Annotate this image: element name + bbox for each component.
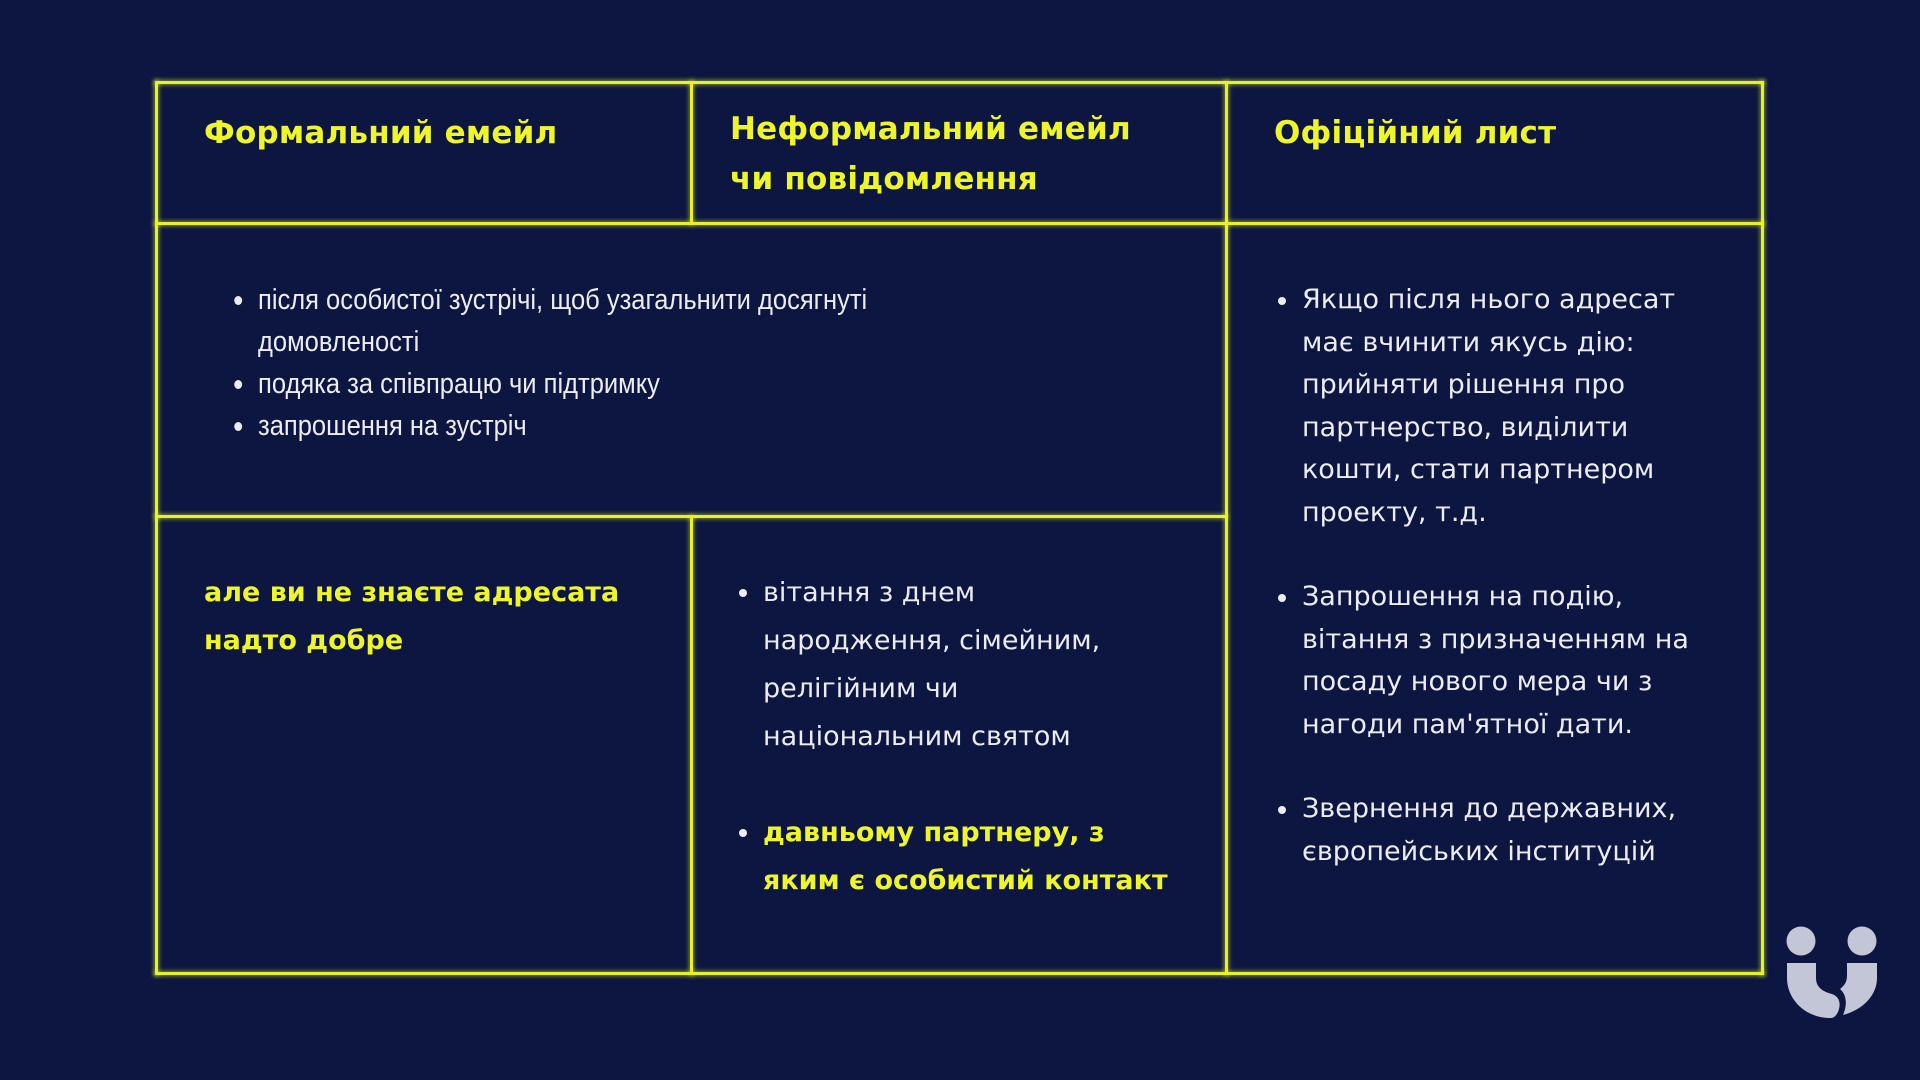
col1-col2-divider-row2 bbox=[690, 516, 693, 975]
bullet-icon bbox=[1278, 594, 1286, 602]
table-border-top bbox=[155, 81, 1764, 84]
col1-col2-divider-header bbox=[690, 81, 693, 224]
official-letter-list bbox=[1302, 279, 1757, 873]
header-divider bbox=[155, 222, 1764, 225]
table-border-right bbox=[1761, 81, 1764, 975]
brand-logo-icon bbox=[1786, 926, 1878, 1020]
official-letter-uses bbox=[1302, 279, 1757, 873]
bullet-icon bbox=[1278, 297, 1286, 305]
list-item: Звернення до державних, європейських інституцій bbox=[1302, 788, 1757, 873]
header-informal-line2: чи повідомлення bbox=[730, 161, 1038, 197]
table-border-bottom bbox=[155, 972, 1764, 975]
bullet-icon bbox=[739, 829, 747, 837]
header-official-letter bbox=[1274, 108, 1556, 158]
header-informal-email bbox=[730, 104, 1131, 204]
bullet-icon bbox=[739, 589, 747, 597]
formal-email-note: але ви не знаєте адресата надто добре bbox=[204, 577, 620, 656]
table-border-left bbox=[155, 81, 158, 975]
formal-email-list bbox=[258, 279, 1050, 447]
list-item: вітання з днем народження, сімейним, релігійним чи національним святом bbox=[763, 569, 1223, 761]
header-official-letter-label: Офіційний лист bbox=[1274, 115, 1557, 151]
list-item: Якщо після нього адресат має вчинити якусь дію: прийняти рішення про партнерство, виділити кошти, стати партнером проекту, т.д. bbox=[1302, 279, 1757, 534]
bullet-icon bbox=[234, 296, 242, 305]
bullet-icon bbox=[1278, 806, 1286, 814]
informal-email-list bbox=[763, 569, 1223, 905]
row1-row2-divider bbox=[155, 515, 1227, 518]
bullet-icon bbox=[234, 380, 242, 389]
list-item: запрошення на зустріч bbox=[258, 405, 1050, 447]
bullet-icon bbox=[234, 422, 242, 431]
informal-email-uses bbox=[763, 569, 1223, 905]
list-item-highlight: давньому партнеру, з яким є особистий контакт bbox=[763, 809, 1223, 905]
formal-email-uses bbox=[258, 279, 1050, 447]
header-formal-email bbox=[204, 108, 557, 158]
col2-col3-divider bbox=[1225, 81, 1228, 975]
header-formal-email-label: Формальний емейл bbox=[204, 115, 558, 151]
list-item: Запрошення на подію, вітання з призначенням на посаду нового мера чи з нагоди пам'ятної дати. bbox=[1302, 576, 1757, 746]
list-item: подяка за співпрацю чи підтримку bbox=[258, 363, 1050, 405]
header-informal-line1: Неформальний емейл bbox=[730, 111, 1131, 147]
list-item: після особистої зустрічі, щоб узагальнити досягнуті домовленості bbox=[258, 279, 1050, 363]
